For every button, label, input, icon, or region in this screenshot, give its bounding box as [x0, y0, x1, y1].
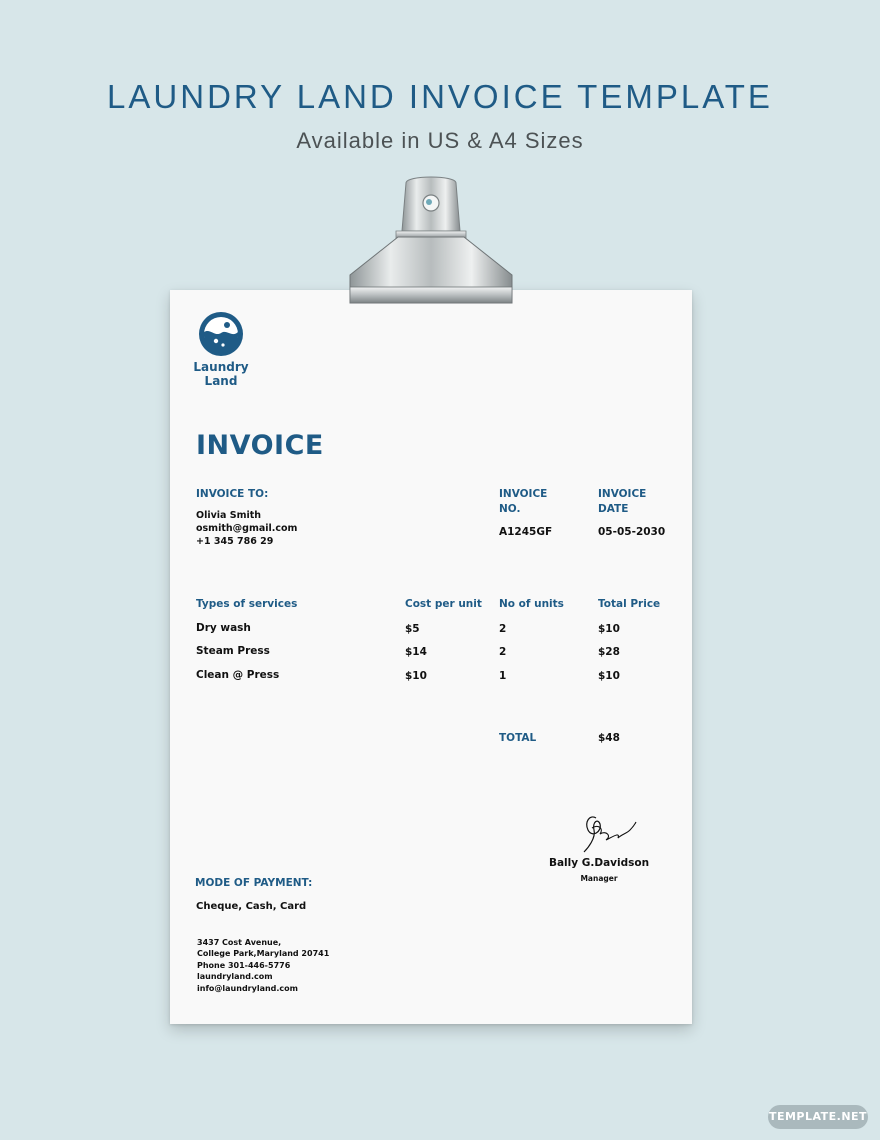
- invoice-title: INVOICE: [196, 430, 324, 461]
- table-row-3-service: Clean @ Press: [196, 669, 280, 681]
- table-header-units: No of units: [499, 598, 564, 610]
- client-name: Olivia Smith: [196, 510, 262, 521]
- client-email: osmith@gmail.com: [196, 523, 298, 534]
- laundry-logo-icon: [195, 310, 255, 362]
- logo-line-1: Laundry: [193, 360, 249, 374]
- client-phone: +1 345 786 29: [196, 536, 274, 547]
- table-row-3-units: 1: [499, 670, 507, 682]
- page-headline: LAUNDRY LAND INVOICE TEMPLATE: [107, 78, 773, 115]
- payment-label: MODE OF PAYMENT:: [195, 877, 313, 889]
- address-line-1: 3437 Cost Avenue,: [197, 938, 282, 947]
- invoice-number-label-line-2: NO.: [499, 503, 521, 515]
- table-row-1-units: 2: [499, 623, 507, 635]
- total-amount: $48: [598, 732, 620, 744]
- invoice-to-label: INVOICE TO:: [196, 488, 269, 500]
- signer-title: Manager: [580, 874, 618, 883]
- invoice-number-label-line-1: INVOICE: [499, 488, 548, 500]
- invoice-number-label: [499, 487, 547, 517]
- table-row-2-service: Steam Press: [196, 645, 270, 657]
- table-row-1-total: $10: [598, 623, 620, 635]
- table-row-2-units: 2: [499, 646, 507, 658]
- template-watermark: TEMPLATE.NET: [768, 1105, 868, 1129]
- signer-name: Bally G.Davidson: [548, 857, 650, 869]
- table-row-2-cost: $14: [405, 646, 427, 658]
- address-phone: Phone 301-446-5776: [197, 961, 291, 970]
- invoice-paper: [170, 290, 692, 1024]
- table-header-cost: Cost per unit: [405, 598, 482, 610]
- table-row-1-service: Dry wash: [196, 622, 251, 634]
- invoice-date-label-line-1: INVOICE: [598, 488, 647, 500]
- page-subheadline: Available in US & A4 Sizes: [296, 128, 584, 153]
- invoice-number: A1245GF: [499, 526, 553, 538]
- invoice-date: 05-05-2030: [598, 526, 666, 538]
- invoice-date-label: [598, 487, 646, 517]
- logo-line-2: Land: [204, 374, 238, 388]
- binder-clip-icon: [348, 175, 514, 307]
- table-row-2-total: $28: [598, 646, 620, 658]
- address-website: laundryland.com: [197, 972, 273, 981]
- signature-icon: [574, 808, 644, 858]
- table-header-total: Total Price: [598, 598, 661, 610]
- logo-wordmark: [186, 360, 256, 388]
- total-label: TOTAL: [499, 732, 537, 744]
- invoice-date-label-line-2: DATE: [598, 503, 629, 515]
- payment-methods: Cheque, Cash, Card: [196, 901, 307, 912]
- table-row-3-total: $10: [598, 670, 620, 682]
- address-email: info@laundryland.com: [197, 984, 299, 993]
- address-line-2: College Park,Maryland 20741: [197, 949, 330, 958]
- table-row-3-cost: $10: [405, 670, 427, 682]
- table-header-service: Types of services: [196, 598, 298, 610]
- table-row-1-cost: $5: [405, 623, 420, 635]
